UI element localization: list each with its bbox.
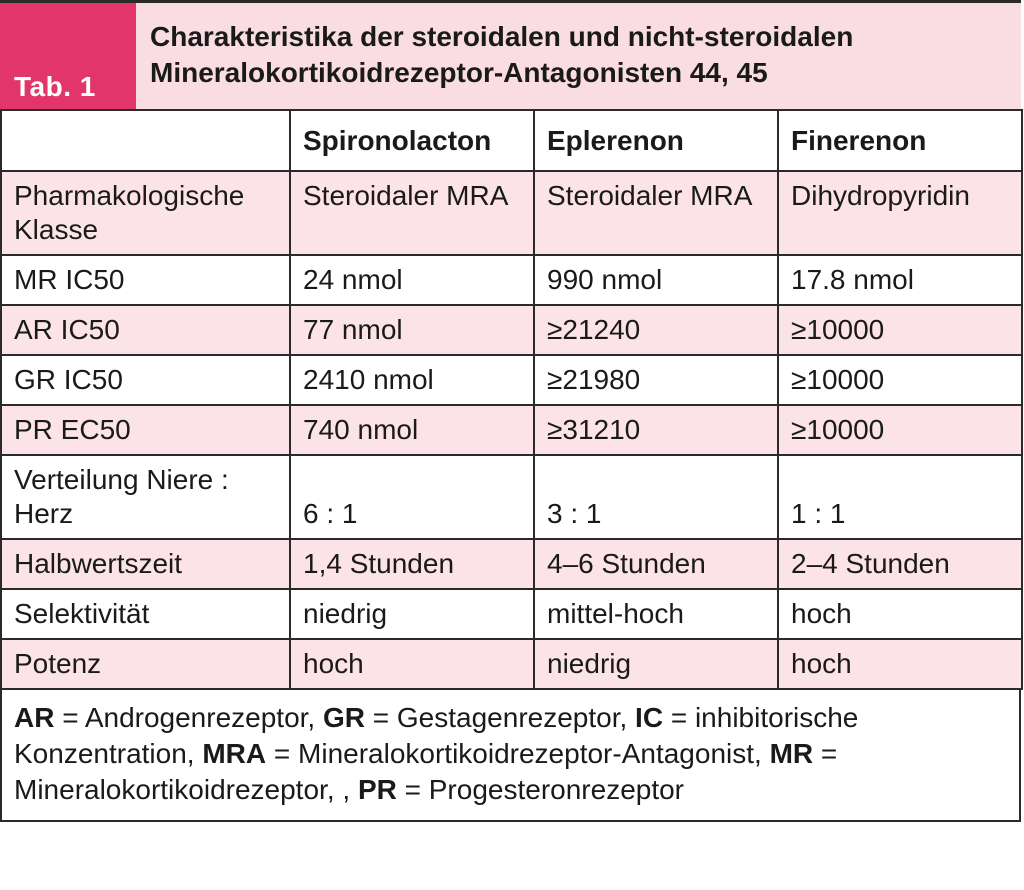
table-cell: 77 nmol bbox=[290, 305, 534, 355]
table-cell: 1,4 Stunden bbox=[290, 539, 534, 589]
table-row bbox=[1, 255, 1022, 305]
table-cell: mittel-hoch bbox=[534, 589, 778, 639]
footnote-abbr: MRA bbox=[202, 738, 267, 769]
table-cell: 1 : 1 bbox=[778, 455, 1022, 539]
row-label: MR IC50 bbox=[1, 255, 290, 305]
table-title bbox=[150, 19, 853, 91]
row-label: Verteilung Niere : Herz bbox=[1, 455, 290, 539]
table-cell: niedrig bbox=[534, 639, 778, 689]
footnote-text: = Gestagenrezeptor, bbox=[364, 702, 636, 733]
row-label: Pharmakologische Klasse bbox=[1, 171, 290, 255]
column-header: Spironolacton bbox=[290, 110, 534, 171]
table-cell: hoch bbox=[778, 589, 1022, 639]
footnote-abbr: GR bbox=[322, 702, 365, 733]
row-label: Potenz bbox=[1, 639, 290, 689]
table-cell: 2–4 Stunden bbox=[778, 539, 1022, 589]
table-row bbox=[1, 305, 1022, 355]
table-row bbox=[1, 589, 1022, 639]
table-cell: Steroidaler MRA bbox=[290, 171, 534, 255]
table-row bbox=[1, 455, 1022, 539]
footnote-text: = inhibitorische Konzentration, bbox=[14, 702, 859, 769]
row-label: Halbwertszeit bbox=[1, 539, 290, 589]
footnote-abbr: IC bbox=[635, 702, 664, 733]
table-cell: ≥10000 bbox=[778, 405, 1022, 455]
table-cell: hoch bbox=[290, 639, 534, 689]
row-label: AR IC50 bbox=[1, 305, 290, 355]
row-label: Selektivität bbox=[1, 589, 290, 639]
table-cell: ≥21240 bbox=[534, 305, 778, 355]
column-header-row bbox=[1, 110, 1022, 171]
column-header: Finerenon bbox=[778, 110, 1022, 171]
table-title-line2: Mineralokortikoidrezeptor-Antagonisten 44, 45 bbox=[150, 57, 768, 88]
table-cell: 4–6 Stunden bbox=[534, 539, 778, 589]
table-cell: hoch bbox=[778, 639, 1022, 689]
footnote-abbr: AR bbox=[14, 702, 55, 733]
row-label: GR IC50 bbox=[1, 355, 290, 405]
table-cell: 740 nmol bbox=[290, 405, 534, 455]
table-cell: ≥10000 bbox=[778, 305, 1022, 355]
data-table bbox=[0, 109, 1023, 690]
table-cell: 2410 nmol bbox=[290, 355, 534, 405]
table-header bbox=[0, 0, 1021, 109]
table-cell: Dihydropyridin bbox=[778, 171, 1022, 255]
footnote-text: = Androgenrezeptor, bbox=[54, 702, 323, 733]
table-row bbox=[1, 539, 1022, 589]
table-cell: 17.8 nmol bbox=[778, 255, 1022, 305]
row-label: PR EC50 bbox=[1, 405, 290, 455]
footnote-abbr: MR bbox=[769, 738, 814, 769]
table-cell: Steroidaler MRA bbox=[534, 171, 778, 255]
table-cell: niedrig bbox=[290, 589, 534, 639]
table-cell: 990 nmol bbox=[534, 255, 778, 305]
table-cell: ≥10000 bbox=[778, 355, 1022, 405]
table-row bbox=[1, 171, 1022, 255]
table-footnote bbox=[0, 690, 1021, 822]
table-cell: ≥31210 bbox=[534, 405, 778, 455]
column-header bbox=[1, 110, 290, 171]
table-title-line1: Charakteristika der steroidalen und nicht-steroidalen bbox=[150, 21, 854, 52]
table-cell: 6 : 1 bbox=[290, 455, 534, 539]
table-cell: 24 nmol bbox=[290, 255, 534, 305]
table-row bbox=[1, 639, 1022, 689]
column-header: Eplerenon bbox=[534, 110, 778, 171]
footnote-text: = Mineralokortikoidrezeptor-Antagonist, bbox=[266, 738, 770, 769]
table-cell: ≥21980 bbox=[534, 355, 778, 405]
footnote-text: = Mineralokortikoidrezeptor, , bbox=[14, 738, 838, 805]
table-row bbox=[1, 355, 1022, 405]
table-tag-label: Tab. 1 bbox=[14, 71, 96, 102]
footnote-text: = Progesteronrezeptor bbox=[396, 774, 685, 805]
footnote-abbr: PR bbox=[357, 774, 397, 805]
table-cell: 3 : 1 bbox=[534, 455, 778, 539]
table-tag bbox=[0, 3, 136, 109]
table-row bbox=[1, 405, 1022, 455]
